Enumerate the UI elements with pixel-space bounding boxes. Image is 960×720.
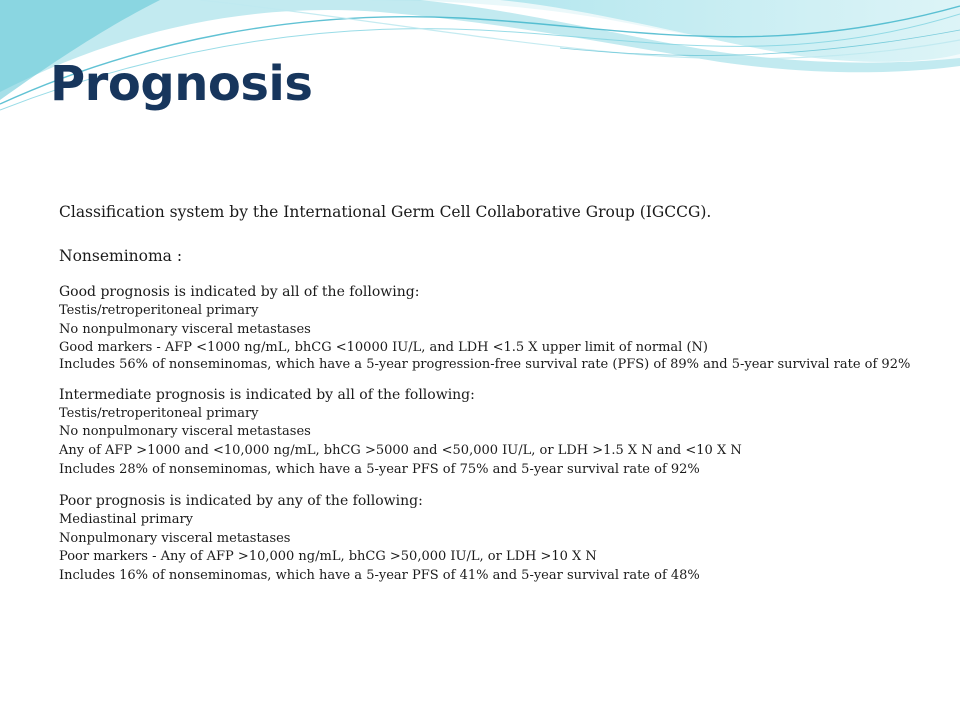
category-label: Nonseminoma :	[59, 247, 183, 265]
list-item: Good markers - AFP <1000 ng/mL, bhCG <10000 IU/L, and LDH <1.5 X upper limit of normal (N)	[59, 340, 708, 356]
list-item: Any of AFP >1000 and <10,000 ng/mL, bhCG >5000 and <50,000 IU/L, or LDH >1.5 X N and <10 X N	[59, 442, 742, 458]
list-item: Includes 16% of nonseminomas, which have a 5-year PFS of 41% and 5-year survival rate of 48%	[59, 567, 700, 583]
list-item: Poor markers - Any of AFP >10,000 ng/mL, bhCG >50,000 IU/L, or LDH >10 X N	[59, 549, 597, 565]
slide-title: Prognosis	[50, 56, 313, 112]
list-item: Testis/retroperitoneal primary	[59, 303, 259, 318]
list-item: Testis/retroperitoneal primary	[59, 405, 259, 421]
list-item: No nonpulmonary visceral metastases	[59, 424, 311, 440]
good-prognosis-heading: Good prognosis is indicated by all of the following:	[59, 284, 420, 300]
list-item: No nonpulmonary visceral metastases	[59, 321, 311, 337]
intro-text: Classification system by the International Germ Cell Collaborative Group (IGCCG).	[59, 203, 712, 221]
list-item: Nonpulmonary visceral metastases	[59, 530, 291, 546]
slide-body	[59, 202, 919, 586]
list-item: Mediastinal primary	[59, 512, 194, 528]
list-item: Includes 28% of nonseminomas, which have a 5-year PFS of 75% and 5-year survival rate of 92%	[59, 461, 700, 477]
list-item: Includes 56% of nonseminomas, which have a 5-year progression-free survival rate (PFS) of 89% and 5-year survival rate of 92%	[59, 356, 911, 372]
intermediate-prognosis-heading: Intermediate prognosis is indicated by all of the following:	[59, 386, 475, 403]
poor-prognosis-heading: Poor prognosis is indicated by any of the following:	[59, 493, 423, 510]
